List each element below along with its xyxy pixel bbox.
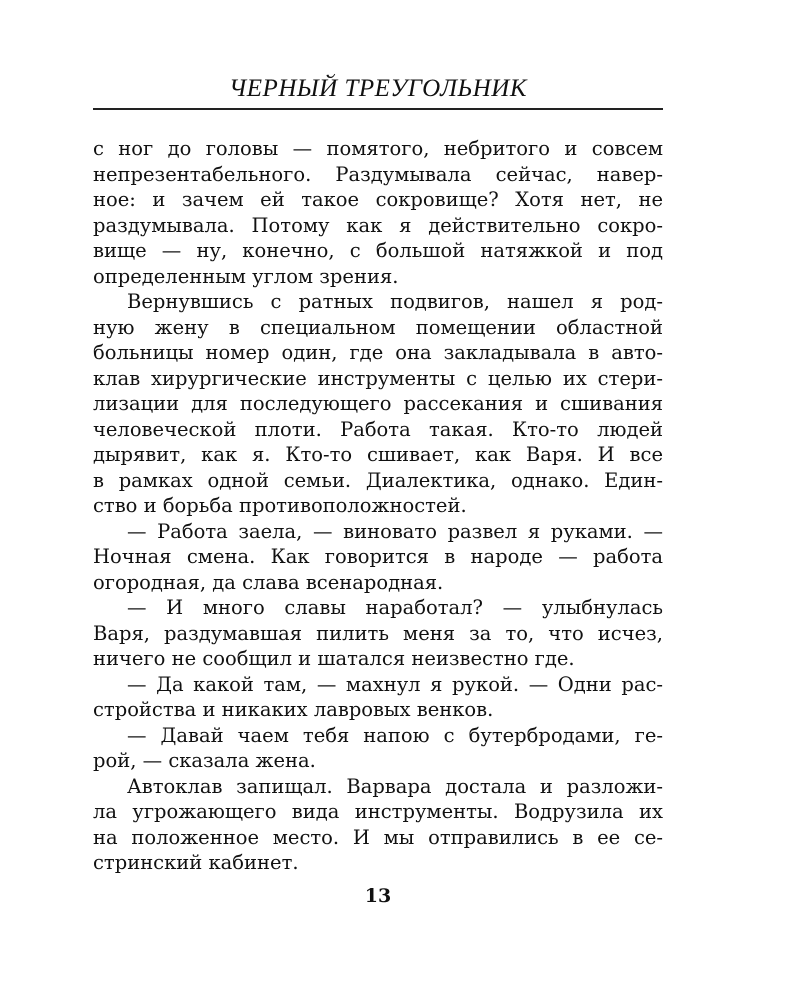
page-number: 13	[364, 885, 392, 907]
text-line: рой, — сказала жена.	[93, 749, 316, 772]
text-line: Ночная смена. Как говорится в народе — работа	[93, 545, 663, 568]
text-line: человеческой плоти. Работа такая. Кто-то людей	[93, 417, 663, 441]
page-body	[93, 136, 663, 876]
text-line: лизации для последующего рассекания и сшивания	[93, 392, 663, 415]
text-line: больницы номер один, где она закладывала в авто-	[93, 341, 663, 364]
text-line: Вернувшись с ратных подвигов, нашел я род-	[127, 290, 663, 313]
text-line: с ног до головы — помятого, небритого и совсем	[93, 137, 663, 160]
text-line: клав хирургические инструменты с целью их стери-	[93, 366, 663, 390]
text-line: — Давай чаем тебя напою с бутербродами, ге-	[127, 723, 663, 747]
text-line: Автоклав запищал. Варвара достала и разложи-	[127, 774, 663, 798]
text-line: стринский кабинет.	[93, 851, 299, 874]
running-header-title: ЧЕРНЫЙ ТРЕУГОЛЬНИК	[229, 75, 527, 102]
text-line: огородная, да слава всенародная.	[93, 570, 444, 594]
text-line: определенным углом зрения.	[93, 264, 399, 288]
text-line: ство и борьба противоположностей.	[93, 494, 467, 517]
text-line: дырявит, как я. Кто-то сшивает, как Варя. И все	[93, 443, 663, 466]
text-line: стройства и никаких лавровых венков.	[93, 698, 494, 721]
text-line: вище — ну, конечно, с большой натяжкой и под	[93, 239, 663, 262]
text-line: ное: и зачем ей такое сокровище? Хотя нет, не	[93, 188, 663, 211]
text-line: Варя, раздумавшая пилить меня за то, что исчез,	[93, 621, 663, 645]
text-line: — Работа заела, — виновато развел я руками. —	[127, 519, 663, 543]
text-line: ную жену в специальном помещении областной	[93, 315, 663, 339]
text-line: на положенное место. И мы отправились в ее се-	[93, 825, 663, 849]
text-line: ничего не сообщил и шатался неизвестно где.	[93, 647, 575, 670]
text-line: — И много славы наработал? — улыбнулась	[127, 596, 663, 619]
text-line: раздумывала. Потому как я действительно сокро-	[93, 213, 663, 237]
text-line: — Да какой там, — махнул я рукой. — Одни рас-	[127, 672, 663, 696]
header-divider	[93, 108, 663, 110]
text-line: непрезентабельного. Раздумывала сейчас, навер-	[93, 162, 663, 186]
text-line: в рамках одной семьи. Диалектика, однако. Един-	[93, 468, 663, 492]
text-line: ла угрожающего вида инструменты. Водрузила их	[93, 800, 663, 823]
